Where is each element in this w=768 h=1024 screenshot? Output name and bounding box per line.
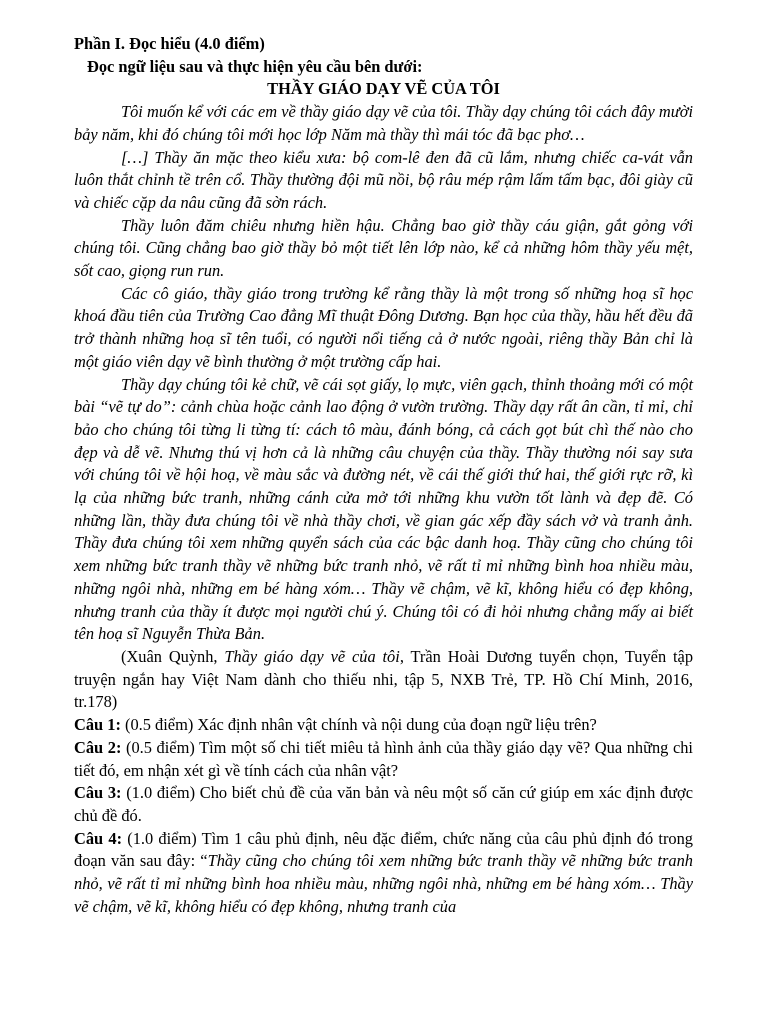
- source-author: (Xuân Quỳnh,: [121, 646, 225, 666]
- question-4: [74, 828, 693, 919]
- source-details: , Trần Hoài Dương tuyển chọn, Tuyển tập truyện ngắn hay Việt Nam dành cho thiếu nhi, tập 5, NXB Trẻ, TP. Hồ Chí Minh, 2016, tr.178): [74, 646, 694, 712]
- question-2: [74, 737, 693, 782]
- source-citation: [74, 646, 693, 714]
- question-1-label: Câu 1:: [74, 715, 121, 735]
- question-1-text: (0.5 điểm) Xác định nhân vật chính và nội dung của đoạn ngữ liệu trên?: [120, 715, 597, 735]
- question-4-quote: Thầy cũng cho chúng tôi xem những bức tranh thầy vẽ những bức tranh nhỏ, vẽ rất tỉ mỉ những bình hoa nhiều màu, những ngôi nhà, những em bé hàng xóm… Thầy vẽ chậm, vẽ kĩ, không hiểu có đẹp không, nhưng tranh của: [74, 851, 693, 916]
- story-paragraph-5: Thầy dạy chúng tôi kẻ chữ, vẽ cái sọt giấy, lọ mực, viên gạch, thỉnh thoảng mới có một bài “vẽ tự do”: cảnh chùa hoặc cảnh lao động ở vườn trường. Thầy dạy rất ân cần, tỉ mỉ, chỉ bảo cho chúng tôi từng li từng tí: cách tô màu, đánh bóng, cả cách gọt bút chì thế nào cho đẹp và dễ vẽ. Nhưng thú vị hơn cả là những câu chuyện của thầy. Thầy thường nói say sưa với chúng tôi về hội hoạ, về màu sắc và đường nét, về cái thế giới thứ hai, thế giới rực rỡ, kì lạ của những bức tranh, những cánh cửa mở tới những khu vườn tốt lành và đẹp đẽ. Có những lần, thầy đưa chúng tôi về nhà thầy chơi, về gian gác xếp đầy sách vở và tranh ảnh. Thầy đưa chúng tôi xem những quyển sách của các bậc danh hoạ. Thầy cũng cho chúng tôi xem những bức tranh thầy vẽ những bức tranh nhỏ, vẽ rất tỉ mỉ những bình hoa nhiều màu, những ngôi nhà, những em bé hàng xóm… Thầy vẽ chậm, vẽ kĩ, không hiểu có đẹp không, nhưng tranh của thầy ít được mọi người chú ý. Chúng tôi có đi hỏi nhưng chẳng mấy ai biết tên hoạ sĩ Nguyễn Thừa Bản.: [74, 374, 693, 644]
- question-2-label: Câu 2:: [74, 737, 122, 757]
- question-4-text: (1.0 điểm) Tìm 1 câu phủ định, nêu đặc điểm, chức năng của câu phủ định đó trong đoạn văn sau đây: “: [74, 828, 693, 871]
- question-1: [74, 714, 693, 737]
- source-book-title: Thầy giáo dạy vẽ của tôi: [224, 646, 400, 666]
- question-3-text: (1.0 điểm) Cho biết chủ đề của văn bản và nêu một số căn cứ giúp em xác định được chủ đề đó.: [74, 783, 693, 825]
- question-3-label: Câu 3:: [74, 783, 122, 803]
- question-3: [74, 782, 693, 827]
- section-title: Phần I. Đọc hiểu (4.0 điểm): [74, 34, 265, 53]
- question-2-text: (0.5 điểm) Tìm một số chi tiết miêu tả hình ảnh của thầy giáo dạy vẽ? Qua những chi tiết đó, em nhận xét gì về tính cách của nhân vật?: [74, 737, 693, 780]
- story-paragraph-4: Các cô giáo, thầy giáo trong trường kể rằng thầy là một trong số những hoạ sĩ học khoá đầu tiên của Trường Cao đẳng Mĩ thuật Đông Dương. Bạn học của thầy, hầu hết đều đã trở thành những hoạ sĩ tên tuổi, có người nổi tiếng cả ở nước ngoài, riêng thầy Bản chỉ là một giáo viên dạy vẽ bình thường ở một trường cấp hai.: [74, 283, 693, 371]
- story-paragraph-1: Tôi muốn kể với các em về thầy giáo dạy vẽ của tôi. Thầy dạy chúng tôi cách đây mười bảy năm, khi đó chúng tôi mới học lớp Năm mà thầy thì mái tóc đã bạc phơ…: [74, 102, 693, 144]
- reading-instruction: Đọc ngữ liệu sau và thực hiện yêu cầu bên dưới:: [87, 56, 423, 76]
- story-title: THẦY GIÁO DẠY VẼ CỦA TÔI: [267, 79, 500, 99]
- story-paragraph-2: […] Thầy ăn mặc theo kiểu xưa: bộ com-lê đen đã cũ lắm, nhưng chiếc ca-vát vẫn luôn thắt chỉnh tề trên cổ. Thầy thường đội mũ nồi, bộ râu mép rậm lấm tấm bạc, đôi giày cũ và chiếc cặp da nâu cũng đã sờn rách.: [74, 147, 693, 212]
- story-paragraph-3: Thầy luôn đăm chiêu nhưng hiền hậu. Chẳng bao giờ thầy cáu giận, gắt gỏng với chúng tôi. Cũng chẳng bao giờ thầy bỏ một tiết lên lớp nào, kể cả những hôm thầy yếu mệt, sốt cao, giọng run run.: [74, 215, 693, 281]
- question-4-label: Câu 4:: [74, 828, 123, 848]
